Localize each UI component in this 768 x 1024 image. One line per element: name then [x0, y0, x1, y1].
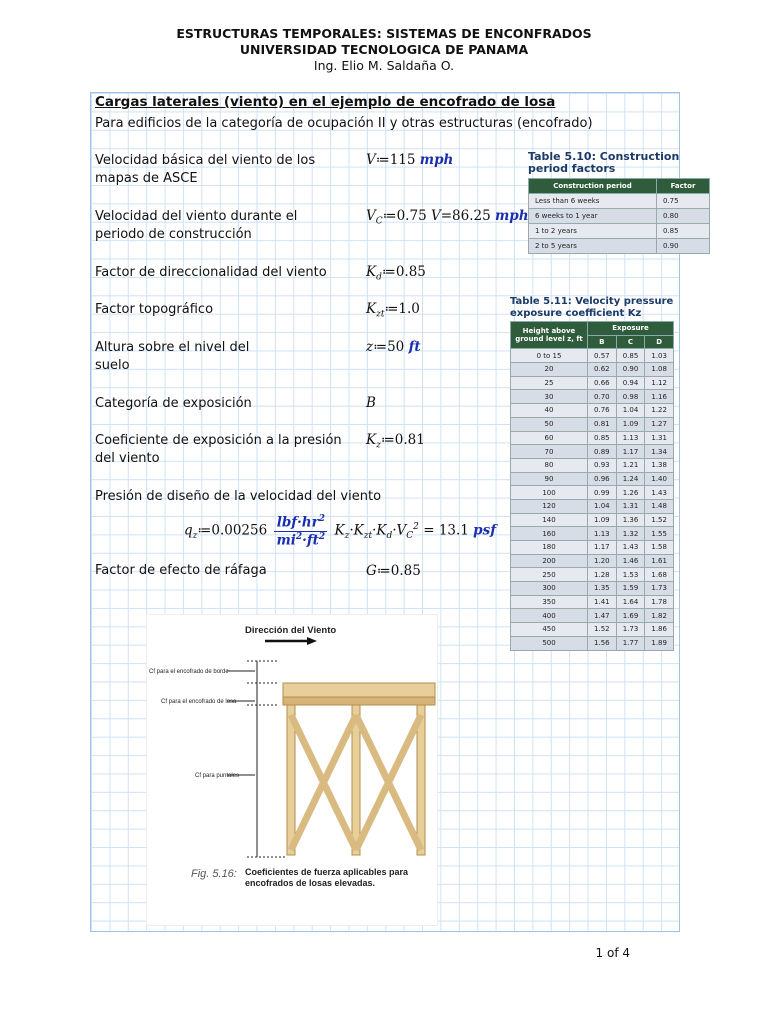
kz-cell: 0.57 — [588, 349, 617, 363]
kz-cell: 0.89 — [588, 445, 617, 459]
kz-cell: 0.62 — [588, 363, 617, 377]
table-row — [511, 363, 674, 377]
kz-cell: 1.13 — [616, 431, 645, 445]
kz-cell: 1.16 — [645, 390, 674, 404]
label-slab: Cf para el encofrado de losa — [161, 699, 237, 705]
kz-cell: 0.85 — [588, 431, 617, 445]
kz-cell: 0.70 — [588, 390, 617, 404]
kz-cell: 1.04 — [616, 404, 645, 418]
kz-cell: 1.53 — [616, 568, 645, 582]
table-row — [511, 513, 674, 527]
label-shores: Cf para puntales — [195, 773, 240, 779]
kz-cell: 0.96 — [588, 472, 617, 486]
kz-cell: 1.43 — [616, 541, 645, 555]
height-cell: 160 — [511, 527, 588, 541]
table-row — [511, 445, 674, 459]
label-directionality-factor: Factor de direccionalidad del viento — [95, 265, 327, 280]
height-cell: 200 — [511, 554, 588, 568]
kz-cell: 1.28 — [588, 568, 617, 582]
label-exposure-coefficient: Coeficiente de exposición a la presión del viento — [95, 433, 342, 466]
kz-cell: 1.86 — [645, 623, 674, 637]
page-number: 1 of 4 — [595, 946, 630, 960]
kz-cell: 1.48 — [645, 499, 674, 513]
kz-cell: 0.85 — [616, 349, 645, 363]
table-row — [511, 404, 674, 418]
eq-kz: $K_z≔0.81$ — [366, 432, 425, 451]
kz-cell: 1.17 — [588, 541, 617, 555]
label-construction-wind-speed: Velocidad del viento durante el periodo de construcción — [95, 209, 298, 242]
eq-qz: $q_z≔0.00256$ $\frac{lbf\cdot hr^2}{mi^2\cdot ft^2}$ $K_z\cdot K_{zt}\cdot K_d\cdot V_C^2 = 13.1$ psf — [184, 514, 497, 548]
height-cell: 140 — [511, 513, 588, 527]
kz-cell: 1.68 — [645, 568, 674, 582]
kz-cell: 1.40 — [645, 472, 674, 486]
kz-cell: 0.90 — [616, 363, 645, 377]
figure-formwork — [146, 614, 438, 926]
kz-cell: 1.26 — [616, 486, 645, 500]
table-row — [511, 623, 674, 637]
height-cell: 180 — [511, 541, 588, 555]
table-row — [511, 595, 674, 609]
table-header: B — [588, 335, 617, 349]
kz-cell: 1.17 — [616, 445, 645, 459]
height-cell: 90 — [511, 472, 588, 486]
table-row — [511, 458, 674, 472]
header-university: UNIVERSIDAD TECNOLOGICA DE PANAMA — [239, 42, 529, 57]
kz-cell: 1.27 — [645, 417, 674, 431]
table-5-10-caption: Table 5.10: Construction period factors — [528, 150, 680, 175]
table-header: Construction period — [529, 179, 657, 194]
intro-text: Para edificios de la categoría de ocupación II y otras estructuras (encofrado) — [95, 116, 593, 131]
page-header — [0, 26, 768, 74]
table-row — [511, 636, 674, 650]
eq-v: V≔115 mph — [366, 152, 454, 168]
kz-cell: 1.77 — [616, 636, 645, 650]
kz-cell: 1.59 — [616, 582, 645, 596]
kz-cell: 1.22 — [645, 404, 674, 418]
kz-cell: 1.24 — [616, 472, 645, 486]
height-cell: 250 — [511, 568, 588, 582]
table-header-exposure: Exposure — [588, 322, 674, 336]
kz-cell: 1.46 — [616, 554, 645, 568]
figure-title: Dirección del Viento — [245, 625, 337, 636]
kz-cell: 0.76 — [588, 404, 617, 418]
label-exposure-category: Categoría de exposición — [95, 396, 252, 411]
height-cell: 400 — [511, 609, 588, 623]
kz-cell: 1.36 — [616, 513, 645, 527]
height-cell: 80 — [511, 458, 588, 472]
table-row: Less than 6 weeks 0.75 — [529, 194, 710, 209]
label-height-above-ground: Altura sobre el nivel del suelo — [95, 340, 250, 373]
kz-cell: 0.66 — [588, 376, 617, 390]
table-header: Factor — [657, 179, 710, 194]
height-cell: 300 — [511, 582, 588, 596]
kz-cell: 1.64 — [616, 595, 645, 609]
kz-cell: 1.12 — [645, 376, 674, 390]
table-row — [511, 609, 674, 623]
table-row — [511, 582, 674, 596]
kz-cell: 0.99 — [588, 486, 617, 500]
table-row — [511, 390, 674, 404]
table-row — [511, 417, 674, 431]
label-topographic-factor: Factor topográfico — [95, 302, 214, 317]
table-row — [511, 499, 674, 513]
kz-cell: 1.73 — [616, 623, 645, 637]
kz-cell: 1.13 — [588, 527, 617, 541]
table-row — [511, 431, 674, 445]
table-5-11 — [510, 321, 674, 651]
table-row: 1 to 2 years 0.85 — [529, 224, 710, 239]
table-row — [511, 486, 674, 500]
section-heading: Cargas laterales (viento) en el ejemplo de encofrado de losa — [95, 94, 556, 110]
kz-cell: 1.09 — [616, 417, 645, 431]
eq-z: z≔50 ft — [366, 339, 421, 355]
kz-cell: 1.04 — [588, 499, 617, 513]
height-cell: 500 — [511, 636, 588, 650]
eq-kd: $K_d≔0.85$ — [366, 264, 426, 283]
table-row — [511, 527, 674, 541]
table-header-height: Height above ground level z, ft — [511, 322, 588, 349]
table-header: C — [616, 335, 645, 349]
table-row — [511, 554, 674, 568]
kz-cell: 1.89 — [645, 636, 674, 650]
kz-cell: 1.82 — [645, 609, 674, 623]
kz-cell: 1.31 — [645, 431, 674, 445]
table-row: 6 weeks to 1 year 0.80 — [529, 209, 710, 224]
kz-cell: 1.52 — [645, 513, 674, 527]
kz-cell: 1.34 — [645, 445, 674, 459]
eq-exposure: B — [366, 395, 376, 411]
kz-cell: 1.78 — [645, 595, 674, 609]
kz-cell: 1.47 — [588, 609, 617, 623]
label-design-pressure: Presión de diseño de la velocidad del viento — [95, 489, 382, 504]
eq-vc: $V_C≔0.75$ V=86.25 mph — [366, 208, 529, 227]
kz-cell: 1.20 — [588, 554, 617, 568]
kz-cell: 1.08 — [645, 363, 674, 377]
eq-kzt: $K_{zt}≔1.0$ — [366, 301, 420, 320]
table-header: D — [645, 335, 674, 349]
kz-cell: 1.38 — [645, 458, 674, 472]
table-5-11-caption: Table 5.11: Velocity pressure exposure coefficient Kz — [510, 296, 674, 319]
kz-cell: 1.35 — [588, 582, 617, 596]
kz-cell: 1.31 — [616, 499, 645, 513]
kz-cell: 1.09 — [588, 513, 617, 527]
kz-cell: 1.21 — [616, 458, 645, 472]
table-row — [511, 376, 674, 390]
height-cell: 350 — [511, 595, 588, 609]
table-row — [511, 541, 674, 555]
label-gust-factor: Factor de efecto de ráfaga — [95, 563, 267, 578]
height-cell: 50 — [511, 417, 588, 431]
label-basic-wind-speed: Velocidad básica del viento de los mapas de ASCE — [95, 153, 316, 186]
kz-cell: 0.81 — [588, 417, 617, 431]
figure-number: Fig. 5.16: — [191, 868, 237, 880]
kz-cell: 0.93 — [588, 458, 617, 472]
height-cell: 70 — [511, 445, 588, 459]
figure-caption: Coeficientes de fuerza aplicables para encofrados de losas elevadas. — [245, 867, 409, 888]
kz-cell: 1.58 — [645, 541, 674, 555]
header-title: ESTRUCTURAS TEMPORALES: SISTEMAS DE ENCONFRADOS — [176, 26, 592, 41]
height-cell: 100 — [511, 486, 588, 500]
kz-cell: 1.61 — [645, 554, 674, 568]
kz-cell: 1.32 — [616, 527, 645, 541]
height-cell: 30 — [511, 390, 588, 404]
kz-cell: 0.98 — [616, 390, 645, 404]
height-cell: 0 to 15 — [511, 349, 588, 363]
table-row: 2 to 5 years 0.90 — [529, 239, 710, 254]
kz-cell: 1.55 — [645, 527, 674, 541]
height-cell: 25 — [511, 376, 588, 390]
eq-g: G≔0.85 — [366, 563, 421, 579]
height-cell: 60 — [511, 431, 588, 445]
table-row — [511, 349, 674, 363]
kz-cell: 1.56 — [588, 636, 617, 650]
height-cell: 40 — [511, 404, 588, 418]
kz-cell: 1.43 — [645, 486, 674, 500]
kz-cell: 1.69 — [616, 609, 645, 623]
height-cell: 120 — [511, 499, 588, 513]
kz-cell: 1.52 — [588, 623, 617, 637]
kz-cell: 1.03 — [645, 349, 674, 363]
kz-cell: 1.41 — [588, 595, 617, 609]
table-row — [511, 568, 674, 582]
table-5-10 — [528, 178, 710, 254]
kz-cell: 0.94 — [616, 376, 645, 390]
kz-cell: 1.73 — [645, 582, 674, 596]
label-edge: Cf para el encofrado de borde — [149, 669, 229, 675]
table-row — [511, 472, 674, 486]
height-cell: 450 — [511, 623, 588, 637]
header-author: Ing. Elio M. Saldaña O. — [313, 58, 455, 73]
height-cell: 20 — [511, 363, 588, 377]
